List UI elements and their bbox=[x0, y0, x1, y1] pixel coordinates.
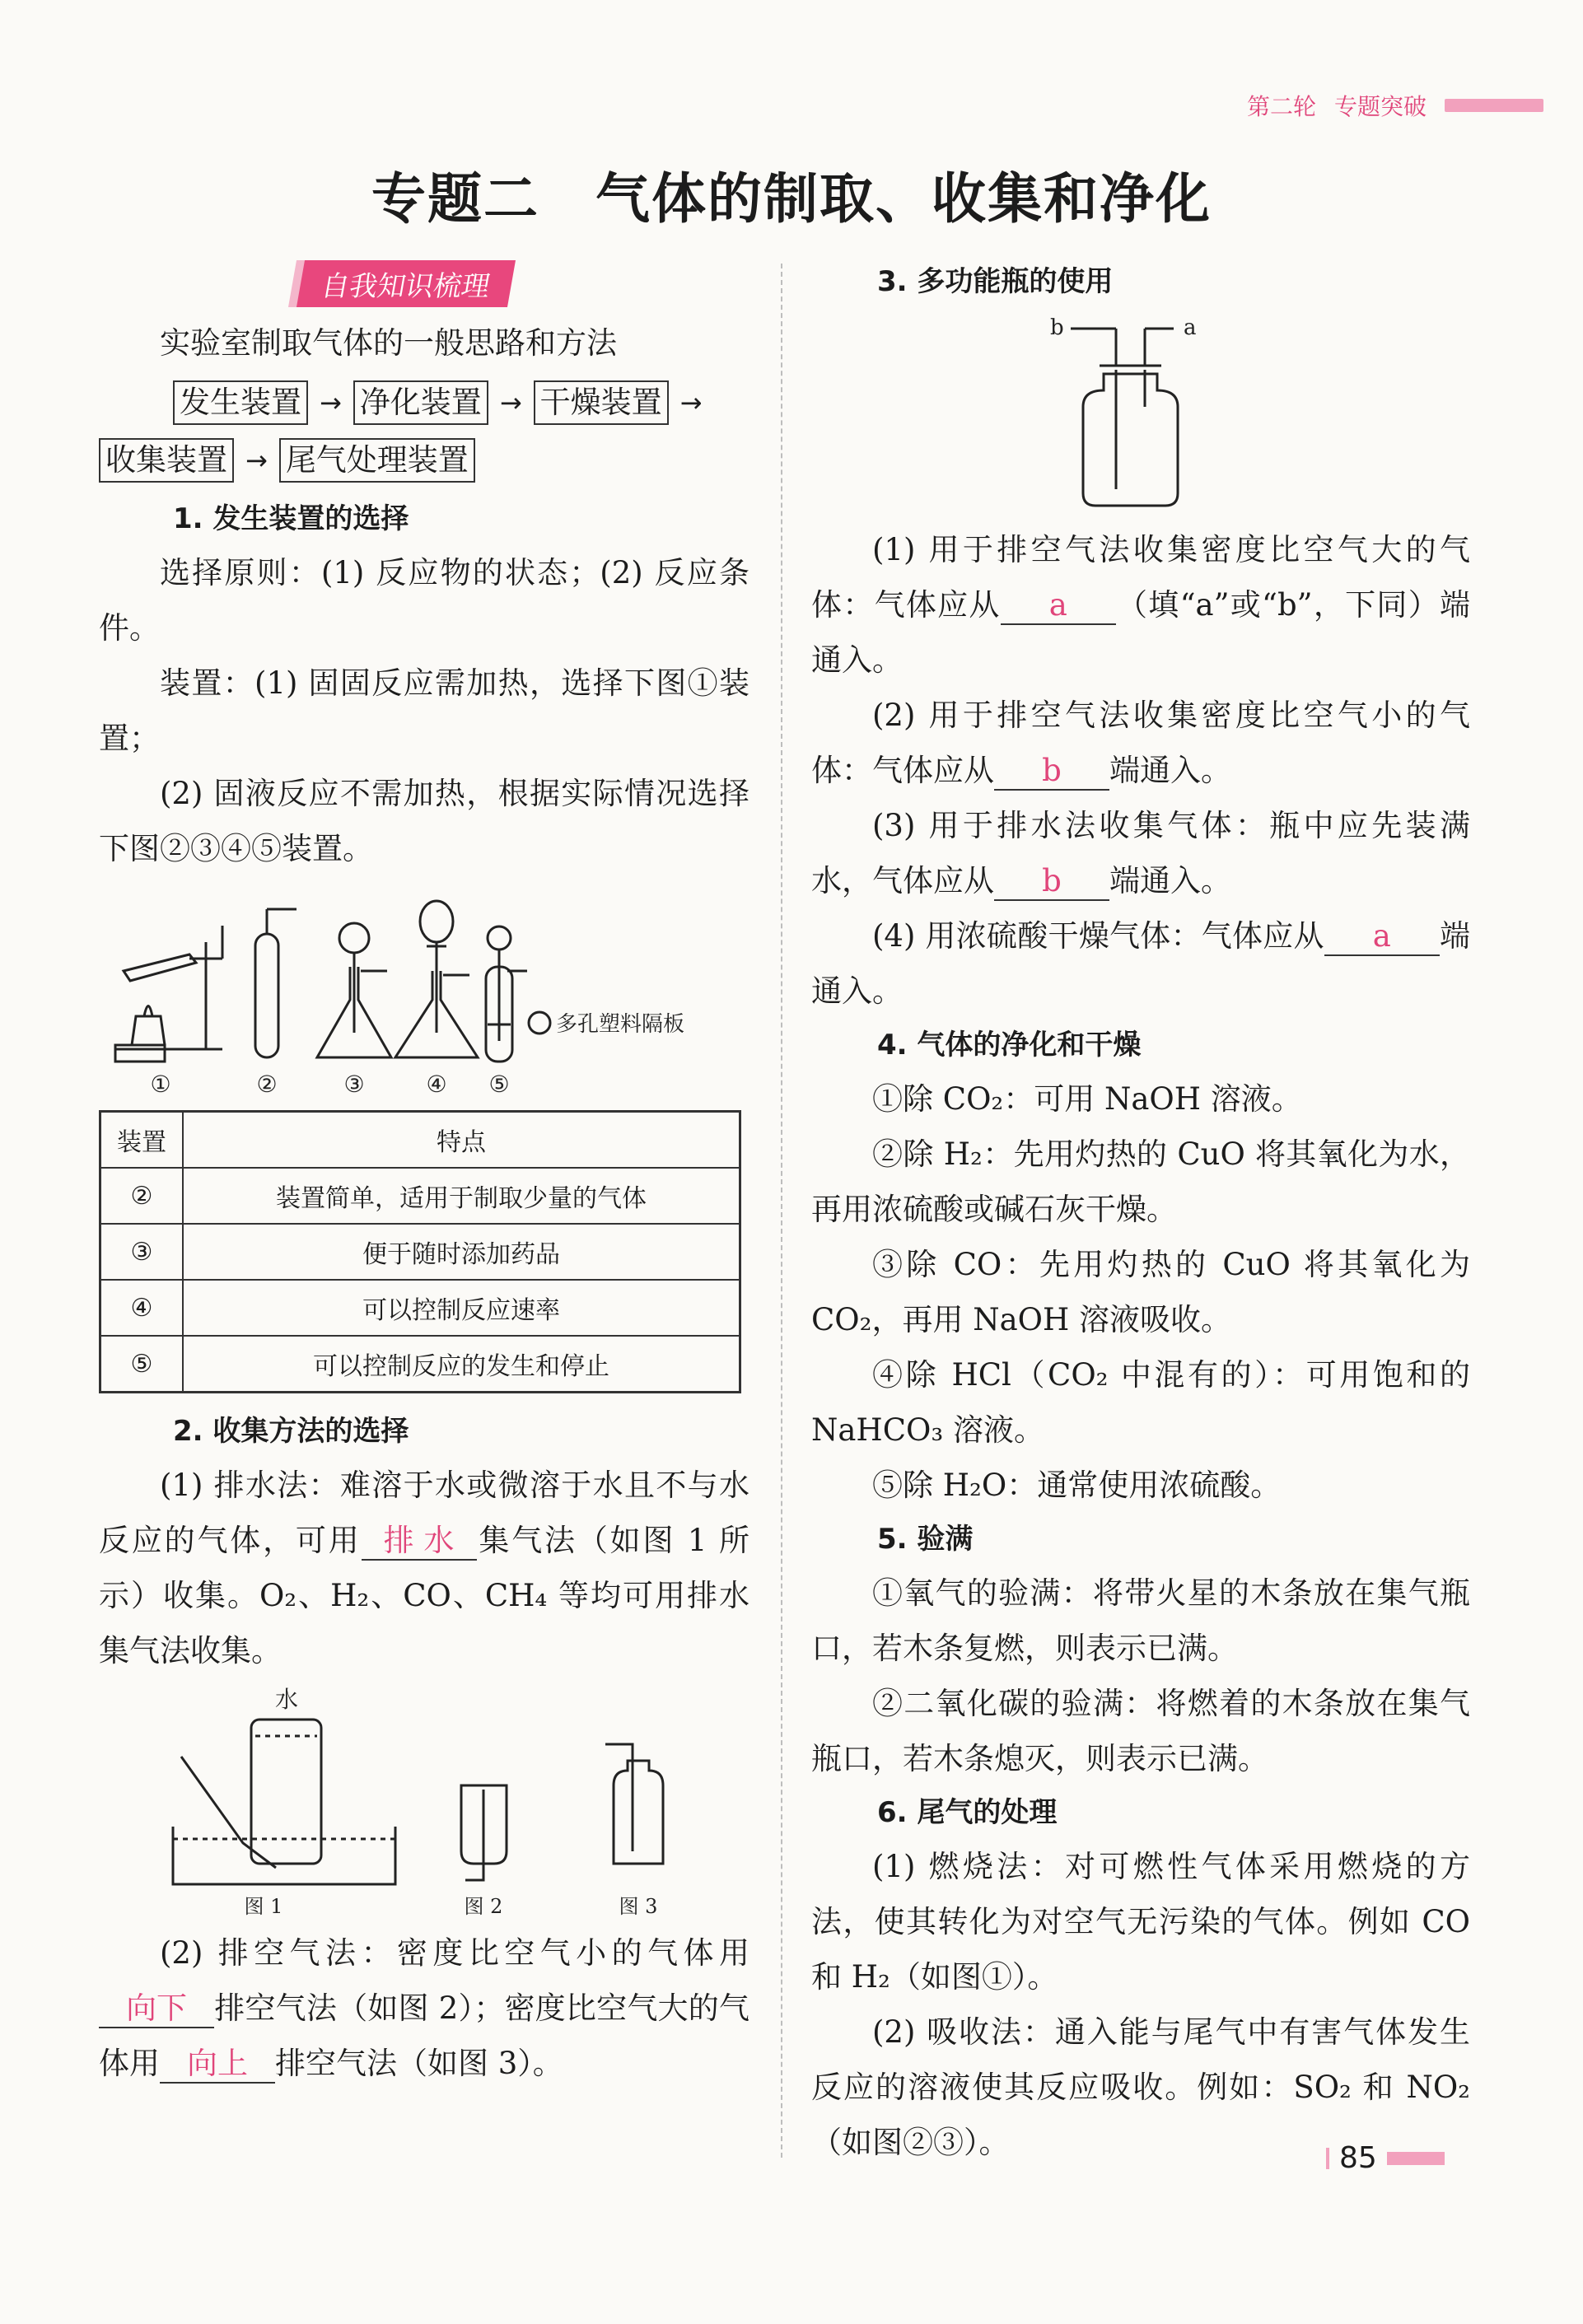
answer-blank-5: b bbox=[994, 753, 1109, 791]
table-cell-device: ④ bbox=[100, 1280, 184, 1336]
purify-item: ③除 CO：先用灼热的 CuO 将其氧化为 CO₂，再用 NaOH 溶液吸收。 bbox=[811, 1247, 1470, 1337]
page-number-tick bbox=[1326, 2148, 1329, 2169]
fig2-caption: 图 2 bbox=[464, 1895, 503, 1918]
fig-label-1: ① bbox=[150, 1071, 171, 1098]
column-divider bbox=[781, 264, 782, 2158]
porous-plate-note: 多孔塑料隔板 bbox=[556, 1012, 685, 1037]
bottle-use-2-tail: 端通入。 bbox=[1109, 753, 1231, 788]
table-row bbox=[100, 1336, 740, 1393]
air-method-text-c: 排空气法（如图 3）。 bbox=[275, 2046, 563, 2081]
fig-label-2: ② bbox=[256, 1071, 278, 1098]
purify-item: ①除 CO₂：可用 NaOH 溶液。 bbox=[872, 1081, 1302, 1117]
table-row bbox=[100, 1224, 740, 1280]
left-column bbox=[99, 255, 749, 2091]
bottle-use-2-text: (2) 用于排空气法收集密度比空气小的气体：气体应从 bbox=[811, 698, 1470, 788]
bottle-port-a: a bbox=[1184, 315, 1197, 340]
table-cell-device: ② bbox=[100, 1168, 184, 1224]
bottle-use-3-text: (3) 用于排水法收集气体：瓶中应先装满水，气体应从 bbox=[811, 808, 1470, 898]
bottle-use-1 bbox=[811, 522, 1470, 688]
section-4-heading: 4. 气体的净化和干燥 bbox=[877, 1029, 1142, 1062]
bottle-use-1-tail: （填“a”或“b”，下同）端通入。 bbox=[811, 587, 1471, 678]
table-cell-feature: 便于随时添加药品 bbox=[183, 1224, 740, 1280]
air-method-text-a: (2) 排空气法：密度比空气小的气体用 bbox=[160, 1935, 749, 1971]
flow-row-1 bbox=[99, 377, 749, 428]
section-1-heading: 1. 发生装置的选择 bbox=[173, 502, 409, 535]
purify-item: ⑤除 H₂O：通常使用浓硫酸。 bbox=[872, 1468, 1282, 1503]
bottle-use-4-text: (4) 用浓硫酸干燥气体：气体应从 bbox=[872, 918, 1324, 954]
bottle-port-b: b bbox=[1050, 315, 1064, 340]
table-header-device: 装置 bbox=[100, 1112, 184, 1169]
bottle-use-4-tail: 端通入。 bbox=[811, 918, 1471, 1009]
bottle-use-2 bbox=[811, 688, 1470, 798]
flow-step-3: 干燥装置 bbox=[534, 380, 669, 425]
fig1-caption: 图 1 bbox=[244, 1895, 283, 1918]
section-2-air-method bbox=[99, 1925, 749, 2091]
purify-item: ②除 H₂：先用灼热的 CuO 将其氧化为水，再用浓硫酸或碱石灰干燥。 bbox=[811, 1136, 1470, 1227]
flow-step-4: 收集装置 bbox=[99, 438, 234, 483]
page-title: 专题二 气体的制取、收集和净化 bbox=[371, 167, 1212, 231]
device-feature-table bbox=[99, 1110, 741, 1393]
answer-blank-4: a bbox=[1001, 587, 1116, 625]
water-method-text-a: (1) 排水法：难溶于水或微溶于水且不与水反应的气体，可用 bbox=[99, 1468, 749, 1558]
table-cell-feature: 可以控制反应的发生和停止 bbox=[183, 1336, 740, 1393]
header-accent-bar bbox=[1445, 99, 1543, 112]
arrow-right-icon: → bbox=[499, 387, 522, 418]
fig-label-5: ⑤ bbox=[488, 1071, 510, 1098]
full-check-item: ①氧气的验满：将带火星的木条放在集气瓶口，若木条复燃，则表示已满。 bbox=[811, 1575, 1470, 1666]
purify-item: ④除 HCl（CO₂ 中混有的）：可用饱和的 NaHCO₃ 溶液。 bbox=[811, 1357, 1470, 1448]
answer-blank-7: a bbox=[1324, 918, 1440, 956]
intro-text: 实验室制取气体的一般思路和方法 bbox=[160, 325, 617, 361]
arrow-right-icon: → bbox=[245, 445, 268, 476]
fig-label-4: ④ bbox=[426, 1071, 447, 1098]
fig-label-3: ③ bbox=[343, 1071, 365, 1098]
table-cell-feature: 可以控制反应速率 bbox=[183, 1280, 740, 1336]
table-row bbox=[100, 1168, 740, 1224]
water-label: 水 bbox=[274, 1686, 299, 1713]
multi-function-bottle-figure bbox=[811, 308, 1470, 522]
section-6-heading: 6. 尾气的处理 bbox=[877, 1796, 1058, 1829]
arrow-right-icon: → bbox=[679, 387, 703, 418]
section-2-heading: 2. 收集方法的选择 bbox=[173, 1415, 409, 1448]
page-number bbox=[1326, 2141, 1445, 2175]
page-number-bar bbox=[1387, 2152, 1445, 2165]
section-3-heading: 3. 多功能瓶的使用 bbox=[877, 265, 1114, 298]
full-check-item: ②二氧化碳的验满：将燃着的木条放在集气瓶口，若木条熄灭，则表示已满。 bbox=[811, 1686, 1470, 1776]
section-1-device-2: (2) 固液反应不需加热，根据实际情况选择下图②③④⑤装置。 bbox=[99, 776, 749, 866]
water-method-text-b: 集气法（如图 1 所示）收集。O₂、H₂、CO、CH₄ 等均可用排水集气法收集。 bbox=[99, 1523, 749, 1668]
collection-figure bbox=[99, 1678, 749, 1925]
bottle-use-3 bbox=[811, 798, 1470, 908]
arrow-right-icon: → bbox=[320, 387, 342, 418]
tail-gas-item: (2) 吸收法：通入能与尾气中有害气体发生反应的溶液使其反应吸收。例如：SO₂ 和 NO₂（如图②③）。 bbox=[811, 2014, 1470, 2160]
section-1-device-1: 装置：(1) 固固反应需加热，选择下图①装置； bbox=[99, 665, 749, 756]
flow-step-5: 尾气处理装置 bbox=[279, 438, 475, 483]
header-section: 第二轮 bbox=[1246, 93, 1316, 120]
tail-gas-item: (1) 燃烧法：对可燃性气体采用燃烧的方法，使其转化为对空气无污染的气体。例如 CO 和 H₂（如图①）。 bbox=[811, 1849, 1470, 1995]
answer-blank-2: 向下 bbox=[99, 1990, 214, 2028]
flow-step-1: 发生装置 bbox=[173, 380, 308, 425]
answer-blank-3: 向上 bbox=[160, 2046, 275, 2084]
right-column bbox=[811, 255, 1470, 2170]
answer-blank-1: 排 水 bbox=[362, 1523, 477, 1561]
table-header-feature: 特点 bbox=[183, 1112, 740, 1169]
bottle-use-1-text: (1) 用于排空气法收集密度比空气大的气体：气体应从 bbox=[811, 532, 1470, 623]
flow-step-2: 净化装置 bbox=[353, 380, 488, 425]
table-cell-device: ③ bbox=[100, 1224, 184, 1280]
header-topic: 专题突破 bbox=[1333, 93, 1427, 120]
fig3-caption: 图 3 bbox=[619, 1895, 658, 1918]
table-cell-feature: 装置简单，适用于制取少量的气体 bbox=[183, 1168, 740, 1224]
table-cell-device: ⑤ bbox=[100, 1336, 184, 1393]
bottle-use-4 bbox=[811, 908, 1470, 1019]
section-banner: 自我知识梳理 bbox=[297, 260, 516, 307]
table-header-row bbox=[100, 1112, 740, 1169]
bottle-use-3-tail: 端通入。 bbox=[1109, 863, 1231, 898]
page-number-text: 85 bbox=[1339, 2141, 1377, 2175]
running-header bbox=[1247, 89, 1543, 122]
generation-apparatus-figure bbox=[99, 876, 749, 1099]
table-row bbox=[100, 1280, 740, 1336]
section-1-principle: 选择原则：(1) 反应物的状态；(2) 反应条件。 bbox=[99, 555, 749, 646]
air-method-text-b: 排空气法（如图 2）；密度比空气大的气体用 bbox=[99, 1990, 749, 2081]
section-5-heading: 5. 验满 bbox=[877, 1523, 974, 1556]
answer-blank-6: b bbox=[994, 863, 1109, 901]
flow-row-2 bbox=[99, 435, 749, 486]
section-2-water-method bbox=[99, 1458, 749, 1678]
